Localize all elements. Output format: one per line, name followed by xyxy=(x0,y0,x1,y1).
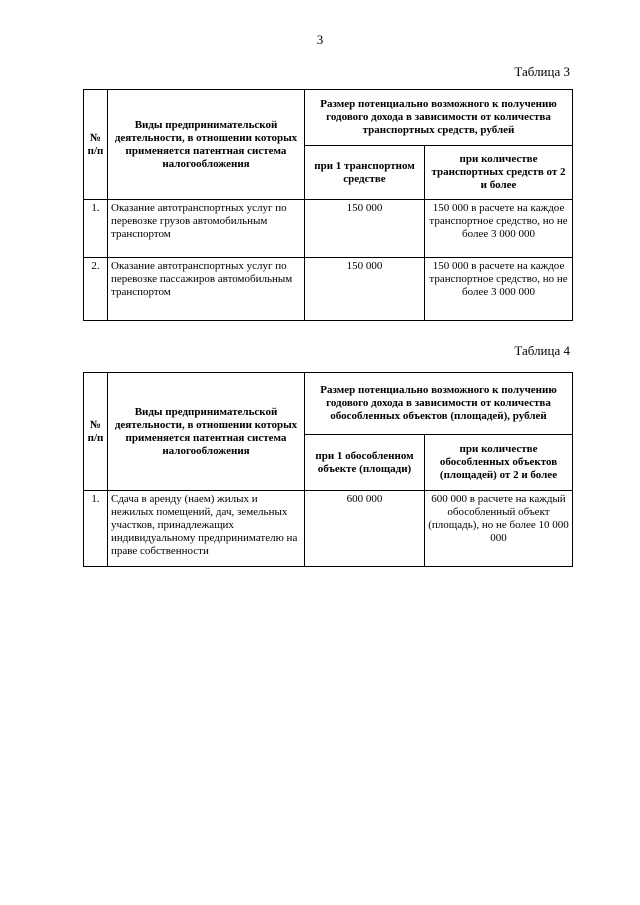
header-income-group: Размер потенциально возможного к получению годового дохода в зависимости от количества обособленных объектов (площадей), рублей xyxy=(305,373,573,435)
table-3 xyxy=(83,89,573,321)
row-value-single: 150 000 xyxy=(305,200,425,258)
header-multiple-vehicles: при количестве транспортных средств от 2 и более xyxy=(425,146,573,200)
row-value-multiple: 600 000 в расчете на каждый обособленный объект (площадь), но не более 10 000 000 xyxy=(425,491,573,567)
row-num: 2. xyxy=(84,258,108,321)
header-activity-type: Виды предпринимательской деятельности, в отношении которых применяется патентная система налогообложения xyxy=(108,373,305,491)
row-activity: Оказание автотранспортных услуг по перевозке грузов автомобильным транспортом xyxy=(108,200,305,258)
page-number: 3 xyxy=(316,32,324,47)
table-4-caption: Таблица 4 xyxy=(514,343,570,358)
header-activity-type: Виды предпринимательской деятельности, в отношении которых применяется патентная система налогообложения xyxy=(108,90,305,200)
header-income-group: Размер потенциально возможного к получению годового дохода в зависимости от количества транспортных средств, рублей xyxy=(305,90,573,146)
row-value-single: 150 000 xyxy=(305,258,425,321)
row-value-multiple: 150 000 в расчете на каждое транспортное средство, но не более 3 000 000 xyxy=(425,200,573,258)
header-single-vehicle: при 1 транспортном средстве xyxy=(305,146,425,200)
header-num: № п/п xyxy=(84,373,108,491)
header-multiple-objects: при количестве обособленных объектов (площадей) от 2 и более xyxy=(425,435,573,491)
row-num: 1. xyxy=(84,200,108,258)
header-single-object: при 1 обособленном объекте (площади) xyxy=(305,435,425,491)
table-4 xyxy=(83,372,573,567)
table-3-caption: Таблица 3 xyxy=(514,64,570,79)
table-row xyxy=(84,491,573,567)
row-num: 1. xyxy=(84,491,108,567)
table-row xyxy=(84,200,573,258)
header-num: № п/п xyxy=(84,90,108,200)
table-row xyxy=(84,258,573,321)
row-activity: Сдача в аренду (наем) жилых и нежилых помещений, дач, земельных участков, принадлежащих индивидуальному предпринимателю на праве собственности xyxy=(108,491,305,567)
row-value-single: 600 000 xyxy=(305,491,425,567)
row-value-multiple: 150 000 в расчете на каждое транспортное средство, но не более 3 000 000 xyxy=(425,258,573,321)
row-activity: Оказание автотранспортных услуг по перевозке пассажиров автомобильным транспортом xyxy=(108,258,305,321)
